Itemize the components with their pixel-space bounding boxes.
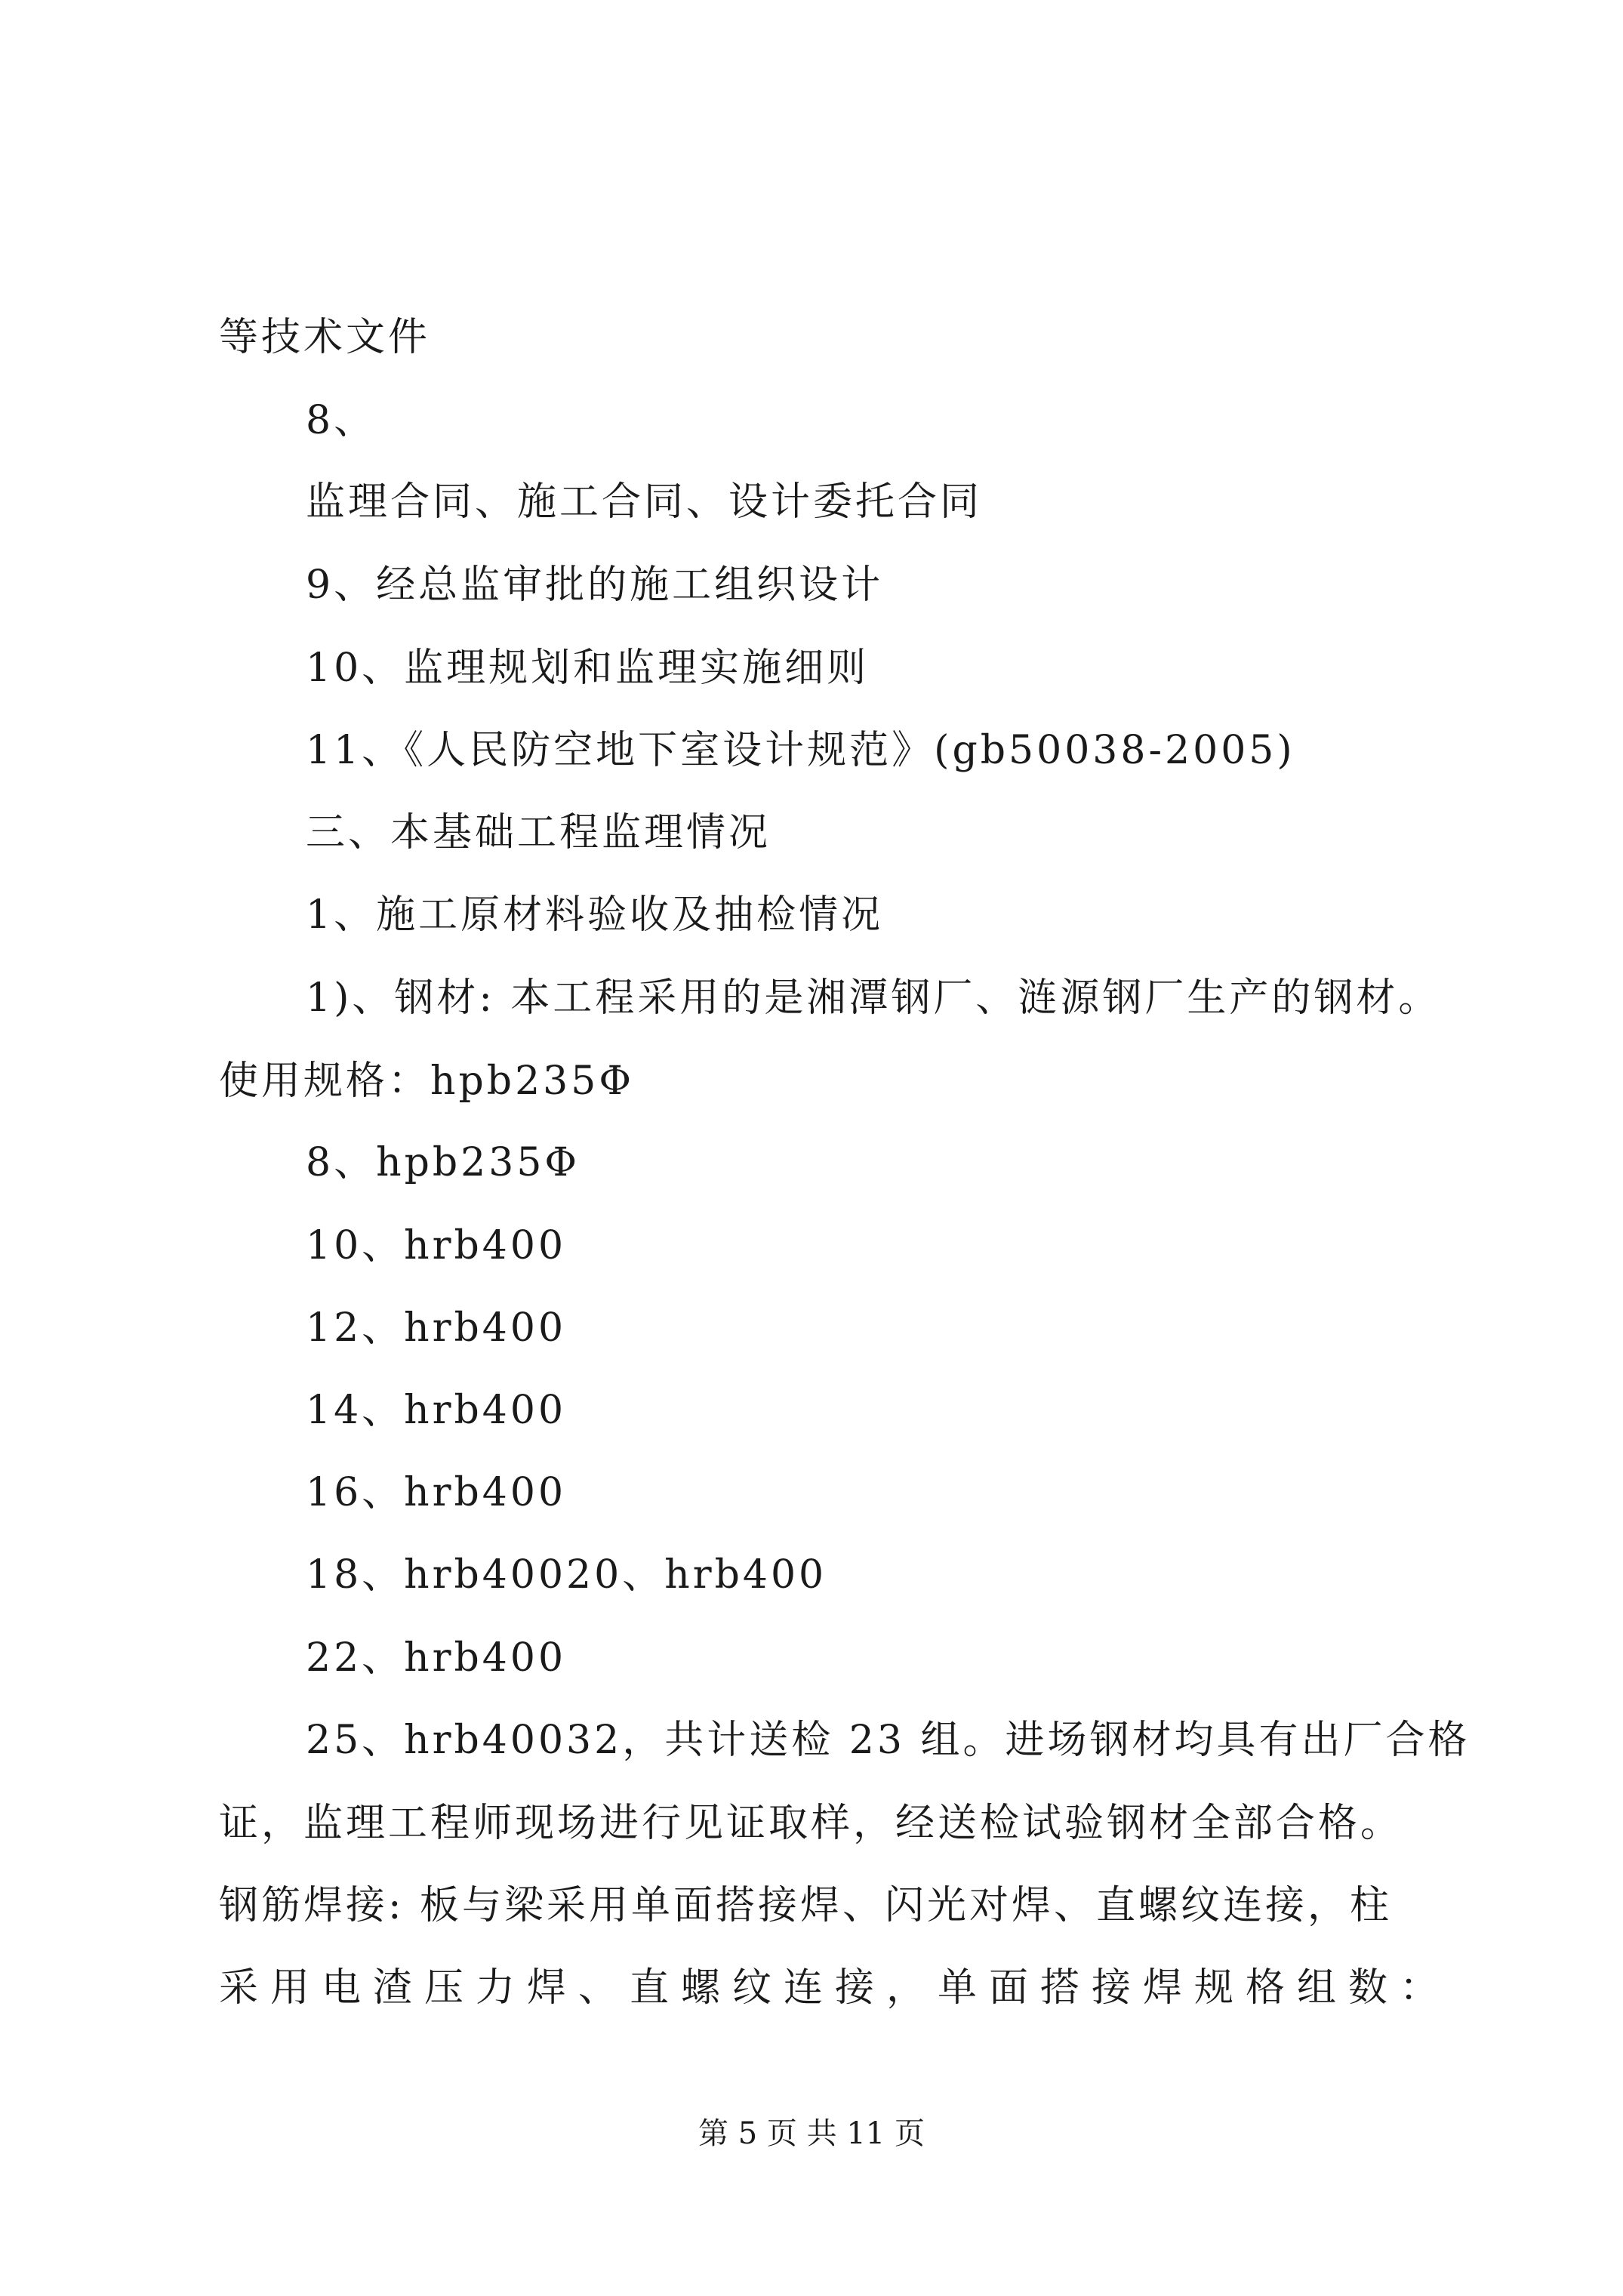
text-line: 采用电渣压力焊、直螺纹连接，单面搭接焊规格组数：	[219, 1965, 1452, 2011]
subsection-heading: 1、施工原材料验收及抽检情况	[306, 892, 884, 938]
text-line: 等技术文件	[219, 315, 431, 360]
text-line: 使用规格：hpb235Φ	[219, 1059, 634, 1104]
text-line: 18、hrb40020、hrb400	[306, 1552, 827, 1598]
text-line: 10、hrb400	[306, 1223, 567, 1268]
text-line: 11、《人民防空地下室设计规范》(gb50038-2005)	[306, 728, 1295, 773]
text-line: 1)、钢材: 本工程采用的是湘潭钢厂、涟源钢厂生产的钢材。	[306, 975, 1441, 1021]
text-line: 监理合同、施工合同、设计委托合同	[306, 479, 983, 525]
page-footer: 第 5 页 共 11 页	[698, 2116, 925, 2151]
section-heading: 三、本基础工程监理情况	[306, 810, 771, 855]
text-line: 12、hrb400	[306, 1305, 567, 1351]
text-line: 25、hrb40032，共计送检 23 组。进场钢材均具有出厂合格	[306, 1718, 1471, 1763]
text-line: 8、hpb235Φ	[306, 1140, 581, 1185]
text-line: 9、经总监审批的施工组织设计	[306, 562, 884, 608]
text-line: 钢筋焊接: 板与梁采用单面搭接焊、闪光对焊、直螺纹连接，柱	[219, 1883, 1393, 1928]
text-line: 14、hrb400	[306, 1388, 567, 1433]
text-line: 10、监理规划和监理实施细则	[306, 646, 870, 691]
text-line: 8、	[306, 398, 377, 443]
text-line: 16、hrb400	[306, 1470, 567, 1515]
text-line: 证，监理工程师现场进行见证取样，经送检试验钢材全部合格。	[219, 1801, 1403, 1846]
text-line: 22、hrb400	[306, 1635, 567, 1681]
